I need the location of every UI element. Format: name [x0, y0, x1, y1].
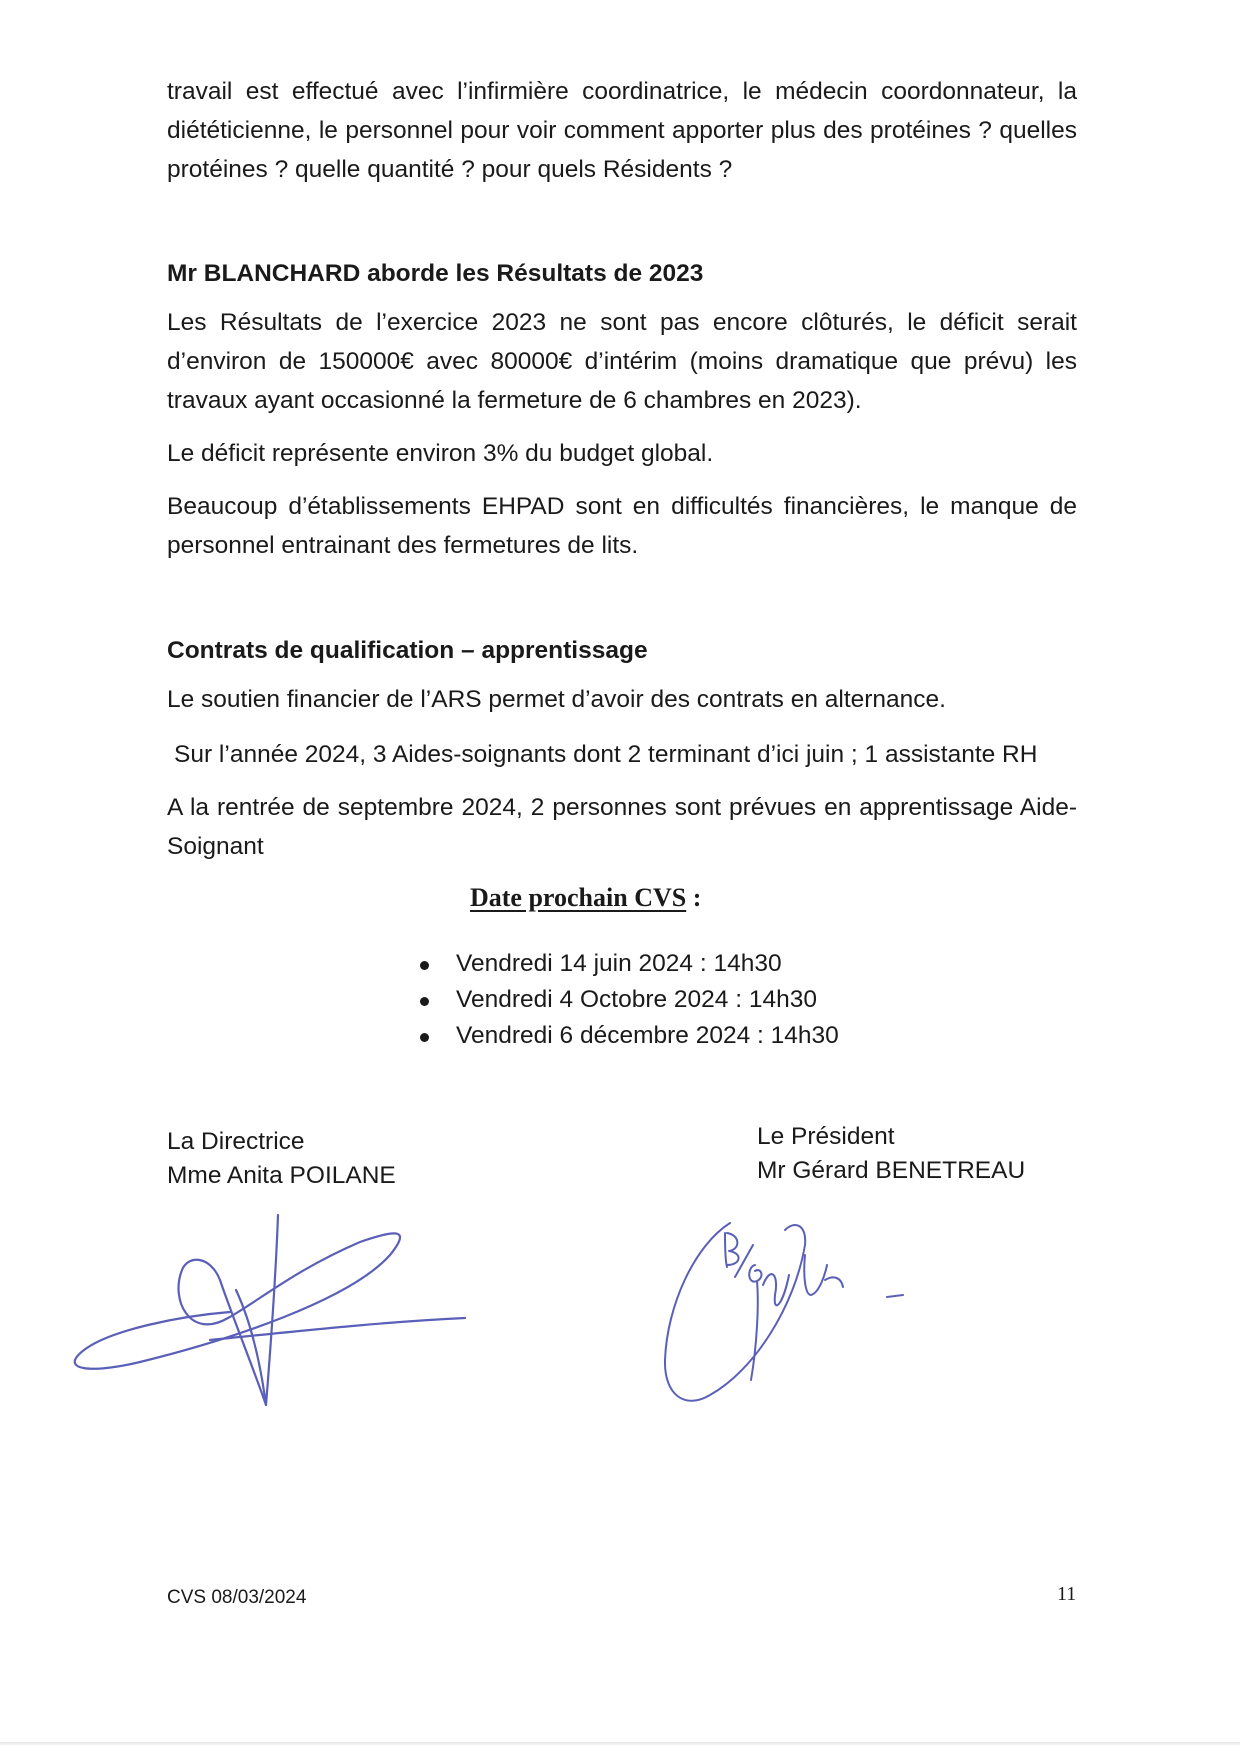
results-paragraph-2: Le déficit représente environ 3% du budget global. — [167, 440, 714, 467]
director-signature — [60, 1200, 500, 1420]
director-block — [167, 1125, 396, 1193]
contracts-heading: Contrats de qualification – apprentissage — [167, 637, 648, 664]
meeting-date-text: Vendredi 14 juin 2024 : 14h30 — [456, 950, 782, 977]
meeting-date-item — [420, 946, 839, 982]
scan-edge-divider — [0, 1742, 1240, 1745]
director-role: La Directrice — [167, 1128, 305, 1155]
results-paragraph-1: Les Résultats de l’exercice 2023 ne sont pas encore clôturés, le déficit serait d’environ de 150000€ avec 80000€ d’intérim (moins dramatique que prévu) les travaux ayant occasionné la fermeture de 6 chambres en 2023). — [167, 309, 1077, 414]
contracts-paragraph-1: Le soutien financier de l’ARS permet d’avoir des contrats en alternance. — [167, 686, 946, 713]
meeting-date-text: Vendredi 4 Octobre 2024 : 14h30 — [456, 986, 817, 1013]
meeting-dates-list — [420, 946, 839, 1054]
results-heading: Mr BLANCHARD aborde les Résultats de 2023 — [167, 260, 704, 287]
bullet-icon — [420, 1033, 429, 1042]
bullet-icon — [420, 961, 429, 970]
next-meeting-title-text: Date prochain CVS — [470, 883, 687, 912]
contracts-paragraph-2: Sur l’année 2024, 3 Aides-soignants dont 2 terminant d’ici juin ; 1 assistante RH — [174, 741, 1038, 768]
president-name: Mr Gérard BENETREAU — [757, 1157, 1026, 1184]
intro-paragraph: travail est effectué avec l’infirmière coordinatrice, le médecin coordonnateur, la diététicienne, le personnel pour voir comment apporter plus des protéines ? quelles protéines ? quelle quantité ? pour quels Résidents ? — [167, 78, 1077, 183]
results-paragraph-3: Beaucoup d’établissements EHPAD sont en difficultés financières, le manque de personnel entrainant des fermetures de lits. — [167, 493, 1077, 559]
president-block — [757, 1120, 1025, 1188]
contracts-paragraph-3: A la rentrée de septembre 2024, 2 personnes sont prévues en apprentissage Aide-Soignant — [167, 794, 1077, 860]
bullet-icon — [420, 997, 429, 1006]
president-signature — [655, 1205, 955, 1415]
director-name: Mme Anita POILANE — [167, 1162, 396, 1189]
next-meeting-title-colon: : — [686, 883, 702, 912]
president-role: Le Président — [757, 1123, 895, 1150]
page-number: 11 — [1057, 1583, 1077, 1605]
meeting-date-text: Vendredi 6 décembre 2024 : 14h30 — [456, 1022, 839, 1049]
meeting-date-item — [420, 1018, 839, 1054]
document-reference: CVS 08/03/2024 — [167, 1587, 307, 1608]
meeting-date-item — [420, 982, 839, 1018]
next-meeting-title — [470, 882, 701, 914]
